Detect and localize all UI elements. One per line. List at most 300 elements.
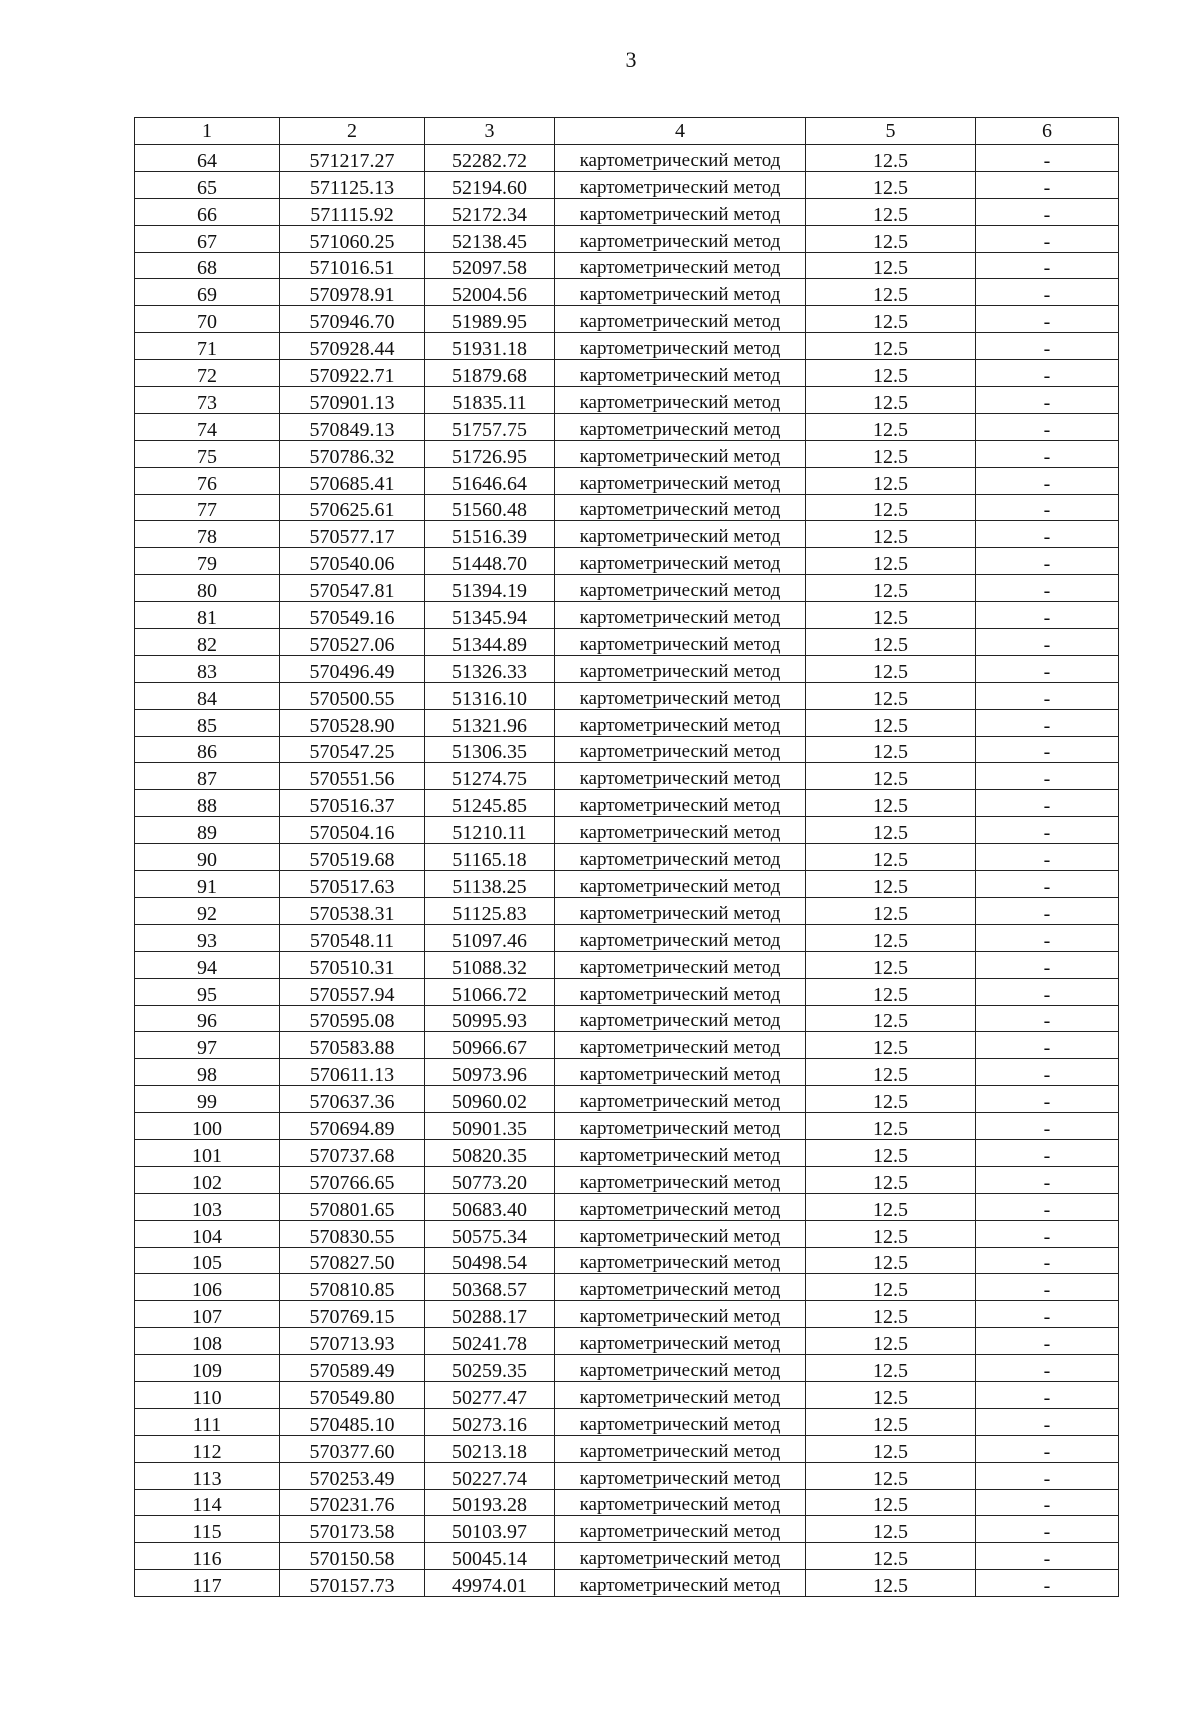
note-cell: - [976,682,1119,709]
y-coordinate-cell: 51448.70 [425,548,555,575]
note-cell: - [976,1005,1119,1032]
y-coordinate-cell: 51165.18 [425,844,555,871]
x-coordinate-cell: 571217.27 [280,145,425,172]
table-row [135,1005,1119,1032]
accuracy-cell: 12.5 [806,1247,976,1274]
y-coordinate-cell: 51088.32 [425,951,555,978]
point-number-cell: 115 [135,1516,280,1543]
method-cell: картометрический метод [555,548,806,575]
x-coordinate-cell: 570827.50 [280,1247,425,1274]
note-cell: - [976,1086,1119,1113]
y-coordinate-cell: 50288.17 [425,1301,555,1328]
accuracy-cell: 12.5 [806,951,976,978]
accuracy-cell: 12.5 [806,387,976,414]
table-row [135,1220,1119,1247]
y-coordinate-cell: 51138.25 [425,871,555,898]
accuracy-cell: 12.5 [806,629,976,656]
y-coordinate-cell: 51835.11 [425,387,555,414]
method-cell: картометрический метод [555,494,806,521]
method-cell: картометрический метод [555,736,806,763]
x-coordinate-cell: 570810.85 [280,1274,425,1301]
note-cell: - [976,1139,1119,1166]
note-cell: - [976,709,1119,736]
point-number-cell: 100 [135,1113,280,1140]
method-cell: картометрический метод [555,790,806,817]
note-cell: - [976,790,1119,817]
point-number-cell: 83 [135,655,280,682]
x-coordinate-cell: 570589.49 [280,1355,425,1382]
table-row [135,1247,1119,1274]
table-row [135,413,1119,440]
point-number-cell: 65 [135,171,280,198]
method-cell: картометрический метод [555,709,806,736]
table-row [135,1381,1119,1408]
y-coordinate-cell: 51879.68 [425,360,555,387]
table-row [135,1193,1119,1220]
table-body [135,145,1119,1597]
note-cell: - [976,494,1119,521]
note-cell: - [976,629,1119,656]
x-coordinate-cell: 570157.73 [280,1570,425,1597]
table-row [135,1516,1119,1543]
x-coordinate-cell: 571125.13 [280,171,425,198]
x-coordinate-cell: 570694.89 [280,1113,425,1140]
table-row [135,467,1119,494]
method-cell: картометрический метод [555,1166,806,1193]
table-row [135,1301,1119,1328]
x-coordinate-cell: 570547.25 [280,736,425,763]
y-coordinate-cell: 50995.93 [425,1005,555,1032]
table-row [135,897,1119,924]
y-coordinate-cell: 50966.67 [425,1032,555,1059]
table-row [135,790,1119,817]
accuracy-cell: 12.5 [806,1462,976,1489]
x-coordinate-cell: 570737.68 [280,1139,425,1166]
header-cell: 3 [425,118,555,145]
method-cell: картометрический метод [555,1381,806,1408]
accuracy-cell: 12.5 [806,171,976,198]
y-coordinate-cell: 50259.35 [425,1355,555,1382]
accuracy-cell: 12.5 [806,1328,976,1355]
table-row [135,145,1119,172]
x-coordinate-cell: 570901.13 [280,387,425,414]
x-coordinate-cell: 570685.41 [280,467,425,494]
point-number-cell: 74 [135,413,280,440]
method-cell: картометрический метод [555,1408,806,1435]
point-number-cell: 80 [135,575,280,602]
point-number-cell: 113 [135,1462,280,1489]
accuracy-cell: 12.5 [806,1516,976,1543]
y-coordinate-cell: 51931.18 [425,333,555,360]
method-cell: картометрический метод [555,1355,806,1382]
table-row [135,736,1119,763]
table-row [135,171,1119,198]
header-cell: 6 [976,118,1119,145]
x-coordinate-cell: 570922.71 [280,360,425,387]
table-row [135,440,1119,467]
method-cell: картометрический метод [555,1328,806,1355]
method-cell: картометрический метод [555,333,806,360]
point-number-cell: 77 [135,494,280,521]
note-cell: - [976,1220,1119,1247]
y-coordinate-cell: 50368.57 [425,1274,555,1301]
y-coordinate-cell: 50683.40 [425,1193,555,1220]
y-coordinate-cell: 50227.74 [425,1462,555,1489]
y-coordinate-cell: 51306.35 [425,736,555,763]
table-row [135,1462,1119,1489]
method-cell: картометрический метод [555,978,806,1005]
point-number-cell: 117 [135,1570,280,1597]
x-coordinate-cell: 570611.13 [280,1059,425,1086]
method-cell: картометрический метод [555,252,806,279]
accuracy-cell: 12.5 [806,844,976,871]
accuracy-cell: 12.5 [806,575,976,602]
note-cell: - [976,575,1119,602]
accuracy-cell: 12.5 [806,467,976,494]
point-number-cell: 96 [135,1005,280,1032]
table-row [135,817,1119,844]
point-number-cell: 85 [135,709,280,736]
point-number-cell: 68 [135,252,280,279]
accuracy-cell: 12.5 [806,736,976,763]
accuracy-cell: 12.5 [806,1408,976,1435]
x-coordinate-cell: 570549.16 [280,602,425,629]
method-cell: картометрический метод [555,198,806,225]
point-number-cell: 82 [135,629,280,656]
y-coordinate-cell: 50820.35 [425,1139,555,1166]
y-coordinate-cell: 50193.28 [425,1489,555,1516]
method-cell: картометрический метод [555,629,806,656]
accuracy-cell: 12.5 [806,763,976,790]
accuracy-cell: 12.5 [806,1274,976,1301]
method-cell: картометрический метод [555,1489,806,1516]
x-coordinate-cell: 570830.55 [280,1220,425,1247]
x-coordinate-cell: 570527.06 [280,629,425,656]
table-row [135,1328,1119,1355]
accuracy-cell: 12.5 [806,440,976,467]
note-cell: - [976,1381,1119,1408]
note-cell: - [976,1408,1119,1435]
x-coordinate-cell: 570801.65 [280,1193,425,1220]
point-number-cell: 69 [135,279,280,306]
header-cell: 5 [806,118,976,145]
y-coordinate-cell: 51726.95 [425,440,555,467]
y-coordinate-cell: 51125.83 [425,897,555,924]
table-row [135,1086,1119,1113]
method-cell: картометрический метод [555,844,806,871]
x-coordinate-cell: 570637.36 [280,1086,425,1113]
y-coordinate-cell: 51516.39 [425,521,555,548]
method-cell: картометрический метод [555,1220,806,1247]
accuracy-cell: 12.5 [806,897,976,924]
accuracy-cell: 12.5 [806,817,976,844]
method-cell: картометрический метод [555,306,806,333]
x-coordinate-cell: 570978.91 [280,279,425,306]
y-coordinate-cell: 50103.97 [425,1516,555,1543]
y-coordinate-cell: 51646.64 [425,467,555,494]
y-coordinate-cell: 50498.54 [425,1247,555,1274]
point-number-cell: 73 [135,387,280,414]
note-cell: - [976,467,1119,494]
method-cell: картометрический метод [555,763,806,790]
accuracy-cell: 12.5 [806,548,976,575]
table-row [135,494,1119,521]
accuracy-cell: 12.5 [806,1032,976,1059]
note-cell: - [976,1166,1119,1193]
point-number-cell: 81 [135,602,280,629]
note-cell: - [976,817,1119,844]
x-coordinate-cell: 570377.60 [280,1435,425,1462]
header-cell: 1 [135,118,280,145]
note-cell: - [976,1570,1119,1597]
method-cell: картометрический метод [555,171,806,198]
x-coordinate-cell: 570849.13 [280,413,425,440]
x-coordinate-cell: 570517.63 [280,871,425,898]
y-coordinate-cell: 50213.18 [425,1435,555,1462]
x-coordinate-cell: 570538.31 [280,897,425,924]
accuracy-cell: 12.5 [806,978,976,1005]
x-coordinate-cell: 570766.65 [280,1166,425,1193]
method-cell: картометрический метод [555,225,806,252]
point-number-cell: 89 [135,817,280,844]
table-row [135,924,1119,951]
table-row [135,871,1119,898]
method-cell: картометрический метод [555,1543,806,1570]
method-cell: картометрический метод [555,1113,806,1140]
accuracy-cell: 12.5 [806,252,976,279]
x-coordinate-cell: 570510.31 [280,951,425,978]
table-row [135,844,1119,871]
table-row [135,360,1119,387]
note-cell: - [976,602,1119,629]
y-coordinate-cell: 51245.85 [425,790,555,817]
method-cell: картометрический метод [555,279,806,306]
accuracy-cell: 12.5 [806,924,976,951]
point-number-cell: 93 [135,924,280,951]
note-cell: - [976,924,1119,951]
method-cell: картометрический метод [555,1139,806,1166]
note-cell: - [976,1059,1119,1086]
table-row [135,252,1119,279]
point-number-cell: 64 [135,145,280,172]
point-number-cell: 75 [135,440,280,467]
table-row [135,1113,1119,1140]
note-cell: - [976,1435,1119,1462]
note-cell: - [976,171,1119,198]
table-row [135,198,1119,225]
method-cell: картометрический метод [555,1247,806,1274]
accuracy-cell: 12.5 [806,1059,976,1086]
x-coordinate-cell: 570504.16 [280,817,425,844]
method-cell: картометрический метод [555,1516,806,1543]
note-cell: - [976,440,1119,467]
accuracy-cell: 12.5 [806,198,976,225]
note-cell: - [976,736,1119,763]
y-coordinate-cell: 51326.33 [425,655,555,682]
method-cell: картометрический метод [555,1005,806,1032]
y-coordinate-cell: 50575.34 [425,1220,555,1247]
note-cell: - [976,1543,1119,1570]
point-number-cell: 92 [135,897,280,924]
note-cell: - [976,1274,1119,1301]
accuracy-cell: 12.5 [806,333,976,360]
table-row [135,629,1119,656]
y-coordinate-cell: 52194.60 [425,171,555,198]
table-row [135,333,1119,360]
method-cell: картометрический метод [555,924,806,951]
y-coordinate-cell: 50773.20 [425,1166,555,1193]
point-number-cell: 104 [135,1220,280,1247]
x-coordinate-cell: 570528.90 [280,709,425,736]
note-cell: - [976,951,1119,978]
note-cell: - [976,145,1119,172]
y-coordinate-cell: 49974.01 [425,1570,555,1597]
x-coordinate-cell: 570946.70 [280,306,425,333]
point-number-cell: 79 [135,548,280,575]
y-coordinate-cell: 51274.75 [425,763,555,790]
point-number-cell: 78 [135,521,280,548]
y-coordinate-cell: 50273.16 [425,1408,555,1435]
y-coordinate-cell: 52172.34 [425,198,555,225]
x-coordinate-cell: 570173.58 [280,1516,425,1543]
note-cell: - [976,225,1119,252]
x-coordinate-cell: 570713.93 [280,1328,425,1355]
point-number-cell: 88 [135,790,280,817]
accuracy-cell: 12.5 [806,1139,976,1166]
table-row [135,1408,1119,1435]
accuracy-cell: 12.5 [806,871,976,898]
point-number-cell: 98 [135,1059,280,1086]
method-cell: картометрический метод [555,1274,806,1301]
table-row [135,1274,1119,1301]
x-coordinate-cell: 570625.61 [280,494,425,521]
accuracy-cell: 12.5 [806,360,976,387]
note-cell: - [976,521,1119,548]
note-cell: - [976,548,1119,575]
accuracy-cell: 12.5 [806,1113,976,1140]
y-coordinate-cell: 51989.95 [425,306,555,333]
x-coordinate-cell: 570519.68 [280,844,425,871]
table-row [135,951,1119,978]
y-coordinate-cell: 51321.96 [425,709,555,736]
accuracy-cell: 12.5 [806,1543,976,1570]
accuracy-cell: 12.5 [806,1381,976,1408]
point-number-cell: 84 [135,682,280,709]
x-coordinate-cell: 570577.17 [280,521,425,548]
x-coordinate-cell: 570557.94 [280,978,425,1005]
x-coordinate-cell: 570769.15 [280,1301,425,1328]
x-coordinate-cell: 570583.88 [280,1032,425,1059]
y-coordinate-cell: 51394.19 [425,575,555,602]
method-cell: картометрический метод [555,521,806,548]
note-cell: - [976,1301,1119,1328]
point-number-cell: 95 [135,978,280,1005]
table-row [135,602,1119,629]
accuracy-cell: 12.5 [806,279,976,306]
y-coordinate-cell: 50045.14 [425,1543,555,1570]
x-coordinate-cell: 570253.49 [280,1462,425,1489]
accuracy-cell: 12.5 [806,306,976,333]
x-coordinate-cell: 570595.08 [280,1005,425,1032]
accuracy-cell: 12.5 [806,709,976,736]
note-cell: - [976,387,1119,414]
x-coordinate-cell: 570516.37 [280,790,425,817]
method-cell: картометрический метод [555,1059,806,1086]
table-row [135,521,1119,548]
point-number-cell: 106 [135,1274,280,1301]
method-cell: картометрический метод [555,1570,806,1597]
x-coordinate-cell: 570549.80 [280,1381,425,1408]
accuracy-cell: 12.5 [806,1220,976,1247]
method-cell: картометрический метод [555,897,806,924]
table-row [135,387,1119,414]
accuracy-cell: 12.5 [806,602,976,629]
accuracy-cell: 12.5 [806,521,976,548]
method-cell: картометрический метод [555,387,806,414]
table-header-row [135,118,1119,145]
method-cell: картометрический метод [555,575,806,602]
x-coordinate-cell: 571060.25 [280,225,425,252]
header-cell: 2 [280,118,425,145]
note-cell: - [976,844,1119,871]
method-cell: картометрический метод [555,951,806,978]
note-cell: - [976,1193,1119,1220]
x-coordinate-cell: 570500.55 [280,682,425,709]
point-number-cell: 116 [135,1543,280,1570]
note-cell: - [976,333,1119,360]
y-coordinate-cell: 50241.78 [425,1328,555,1355]
x-coordinate-cell: 570540.06 [280,548,425,575]
accuracy-cell: 12.5 [806,1193,976,1220]
x-coordinate-cell: 571016.51 [280,252,425,279]
note-cell: - [976,1516,1119,1543]
point-number-cell: 111 [135,1408,280,1435]
note-cell: - [976,360,1119,387]
point-number-cell: 90 [135,844,280,871]
x-coordinate-cell: 570547.81 [280,575,425,602]
point-number-cell: 114 [135,1489,280,1516]
x-coordinate-cell: 570928.44 [280,333,425,360]
method-cell: картометрический метод [555,817,806,844]
table-row [135,1489,1119,1516]
method-cell: картометрический метод [555,1032,806,1059]
accuracy-cell: 12.5 [806,1166,976,1193]
y-coordinate-cell: 52138.45 [425,225,555,252]
table-row [135,575,1119,602]
note-cell: - [976,763,1119,790]
accuracy-cell: 12.5 [806,1086,976,1113]
coordinates-table [134,117,1119,1597]
method-cell: картометрический метод [555,413,806,440]
note-cell: - [976,871,1119,898]
accuracy-cell: 12.5 [806,225,976,252]
table-row [135,1166,1119,1193]
point-number-cell: 91 [135,871,280,898]
x-coordinate-cell: 570485.10 [280,1408,425,1435]
table-row [135,978,1119,1005]
point-number-cell: 72 [135,360,280,387]
y-coordinate-cell: 52097.58 [425,252,555,279]
point-number-cell: 101 [135,1139,280,1166]
table-row [135,1570,1119,1597]
note-cell: - [976,978,1119,1005]
method-cell: картометрический метод [555,871,806,898]
accuracy-cell: 12.5 [806,1489,976,1516]
header-cell: 4 [555,118,806,145]
x-coordinate-cell: 570496.49 [280,655,425,682]
y-coordinate-cell: 51560.48 [425,494,555,521]
accuracy-cell: 12.5 [806,790,976,817]
